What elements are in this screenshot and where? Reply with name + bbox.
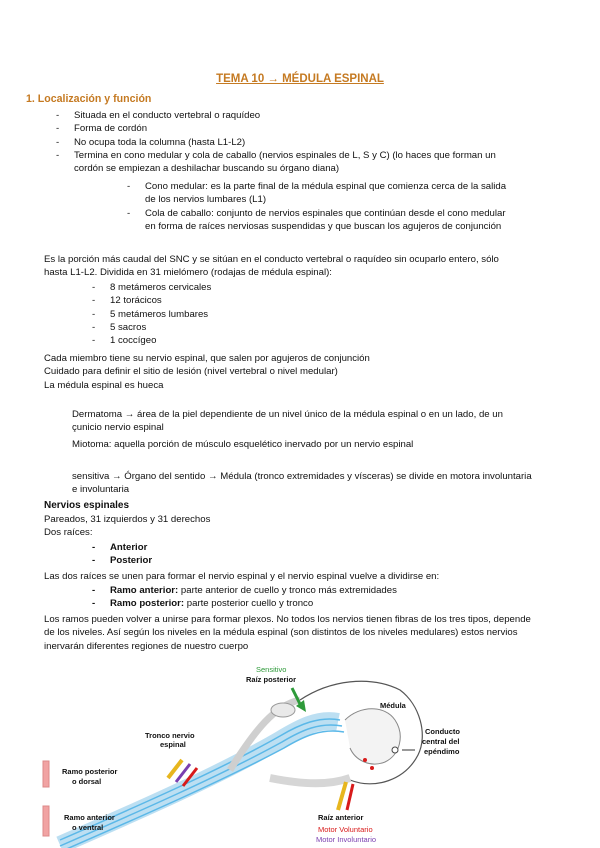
- text-line: Pareados, 31 izquierdos y 31 derechos: [44, 514, 211, 525]
- list-item: - Cola de caballo: conjunto de nervios espinales que continúan desde el cono medular en forma de raíces nerviosas suspendidas y que buscan los agujeros de conjunción: [127, 207, 506, 232]
- dermatoma-text: Dermatoma → área de la piel dependiente de un nivel único de la médula espinal o en un lado, de un çunicio nervio espinal: [72, 409, 503, 434]
- list-item: - Posterior: [92, 555, 153, 567]
- list-item: - No ocupa toda la columna (hasta L1-L2): [56, 136, 246, 148]
- list-item: - Ramo anterior: parte anterior de cuello y tronco más extremidades: [92, 585, 397, 596]
- list-item: - 5 sacros: [92, 321, 147, 333]
- anterior-root: [270, 778, 350, 783]
- label-ramo-posterior-2: o dorsal: [72, 777, 102, 786]
- central-canal: [392, 747, 398, 753]
- text-line: Las dos raíces se unen para formar el nervio espinal y el nervio espinal vuelve a dividirse en:: [44, 571, 440, 582]
- list-item: - 8 metámeros cervicales: [92, 282, 212, 293]
- sub-bullet-list: [127, 180, 517, 233]
- list-item: - Forma de cordón: [56, 123, 148, 135]
- label-conducto-2: central del: [422, 737, 460, 746]
- list-item: - Termina en cono medular y cola de caballo (nervios espinales de L, S y C) (lo haces que forman un cordón se empiezan a deshilachar buscando su órgano diana): [56, 149, 496, 175]
- nervios-block: [44, 513, 544, 540]
- text-line: Cada miembro tiene su nervio espinal, que salen por agujeros de conjunción: [44, 353, 370, 364]
- dorsal-ganglion: [271, 703, 295, 717]
- list-item: - Situada en el conducto vertebral o raquídeo: [56, 110, 261, 121]
- text-line: Cuidado para definir el sitio de lesión (nivel vertebral o nivel medular): [44, 366, 338, 378]
- label-sensitivo: Sensitivo: [256, 665, 287, 674]
- raices-list: [92, 541, 292, 568]
- label-ramo-posterior-1: Ramo posterior: [62, 767, 118, 776]
- metameros-list: [92, 281, 392, 347]
- lines-block: [44, 352, 544, 392]
- list-item: - 5 metámeros lumbares: [92, 308, 209, 320]
- label-raiz-posterior: Raíz posterior: [246, 675, 297, 684]
- paragraph-caudal: Es la porción más caudal del SNC y se sitúan en el conducto vertebral o raquídeo sin ocuparlo entero, sólo hasta L1-L2. Dividida en 31 mielómero (rodajas de médula espinal):: [44, 254, 499, 279]
- list-item: - Cono medular: es la parte final de la médula espinal que comienza cerca de la salida de los nervios lumbares (L1): [127, 181, 507, 206]
- ramos-list: [92, 584, 492, 611]
- label-motor-involuntario: Motor Involuntario: [316, 835, 377, 844]
- label-ramo-anterior-2: o ventral: [72, 823, 104, 832]
- label-ramo-anterior-1: Ramo anterior: [64, 813, 115, 822]
- list-item: - Ramo posterior: parte posterior cuello y tronco: [92, 598, 314, 610]
- anterior-root-arrows: [338, 782, 353, 810]
- miotoma-text: Miotoma: aquella porción de músculo esquelético inervado por un nervio espinal: [72, 439, 414, 450]
- nervios-heading: Nervios espinales: [44, 500, 130, 511]
- label-motor-voluntario: Motor Voluntario: [318, 825, 373, 834]
- motor-dot: [363, 758, 367, 762]
- label-raiz-anterior: Raíz anterior: [318, 813, 364, 822]
- section-heading: 1. Localización y función: [26, 93, 152, 105]
- label-tronco-2: espinal: [160, 740, 186, 749]
- motor-dot: [370, 766, 374, 770]
- sensitiva-text: sensitiva → Órgano del sentido → Médula (tronco extremidades y vísceras) se divide en motora involuntaria e involuntaria: [72, 471, 532, 496]
- ramo-anterior-swatch: [43, 806, 49, 836]
- label-conducto-3: epéndimo: [424, 747, 460, 756]
- text-line: Dos raíces:: [44, 527, 93, 539]
- bullet-list: [56, 109, 526, 175]
- ramo-posterior-swatch: [43, 761, 49, 787]
- label-medula: Médula: [380, 701, 406, 710]
- label-conducto-1: Conducto: [425, 727, 460, 736]
- label-tronco-1: Tronco nervio: [145, 731, 195, 740]
- list-item: - 12 torácicos: [92, 295, 162, 307]
- medulla-inner: [345, 709, 400, 764]
- spinal-nerve-diagram: [0, 660, 600, 848]
- nervios-paragraph: Los ramos pueden volver a unirse para formar plexos. No todos los nervios tienen fibras de los tres tipos, depende de los niveles. Así según los niveles en la médula espinal (son distintos de los niveles medulares) estos nervios inervarán diferentes regiones de nuestro cuerpo: [44, 614, 531, 652]
- list-item: - Anterior: [92, 542, 148, 553]
- text-line: La médula espinal es hueca: [44, 379, 164, 391]
- page-title: TEMA 10 → MÉDULA ESPINAL: [216, 73, 384, 85]
- list-item: - 1 coccígeo: [92, 335, 157, 347]
